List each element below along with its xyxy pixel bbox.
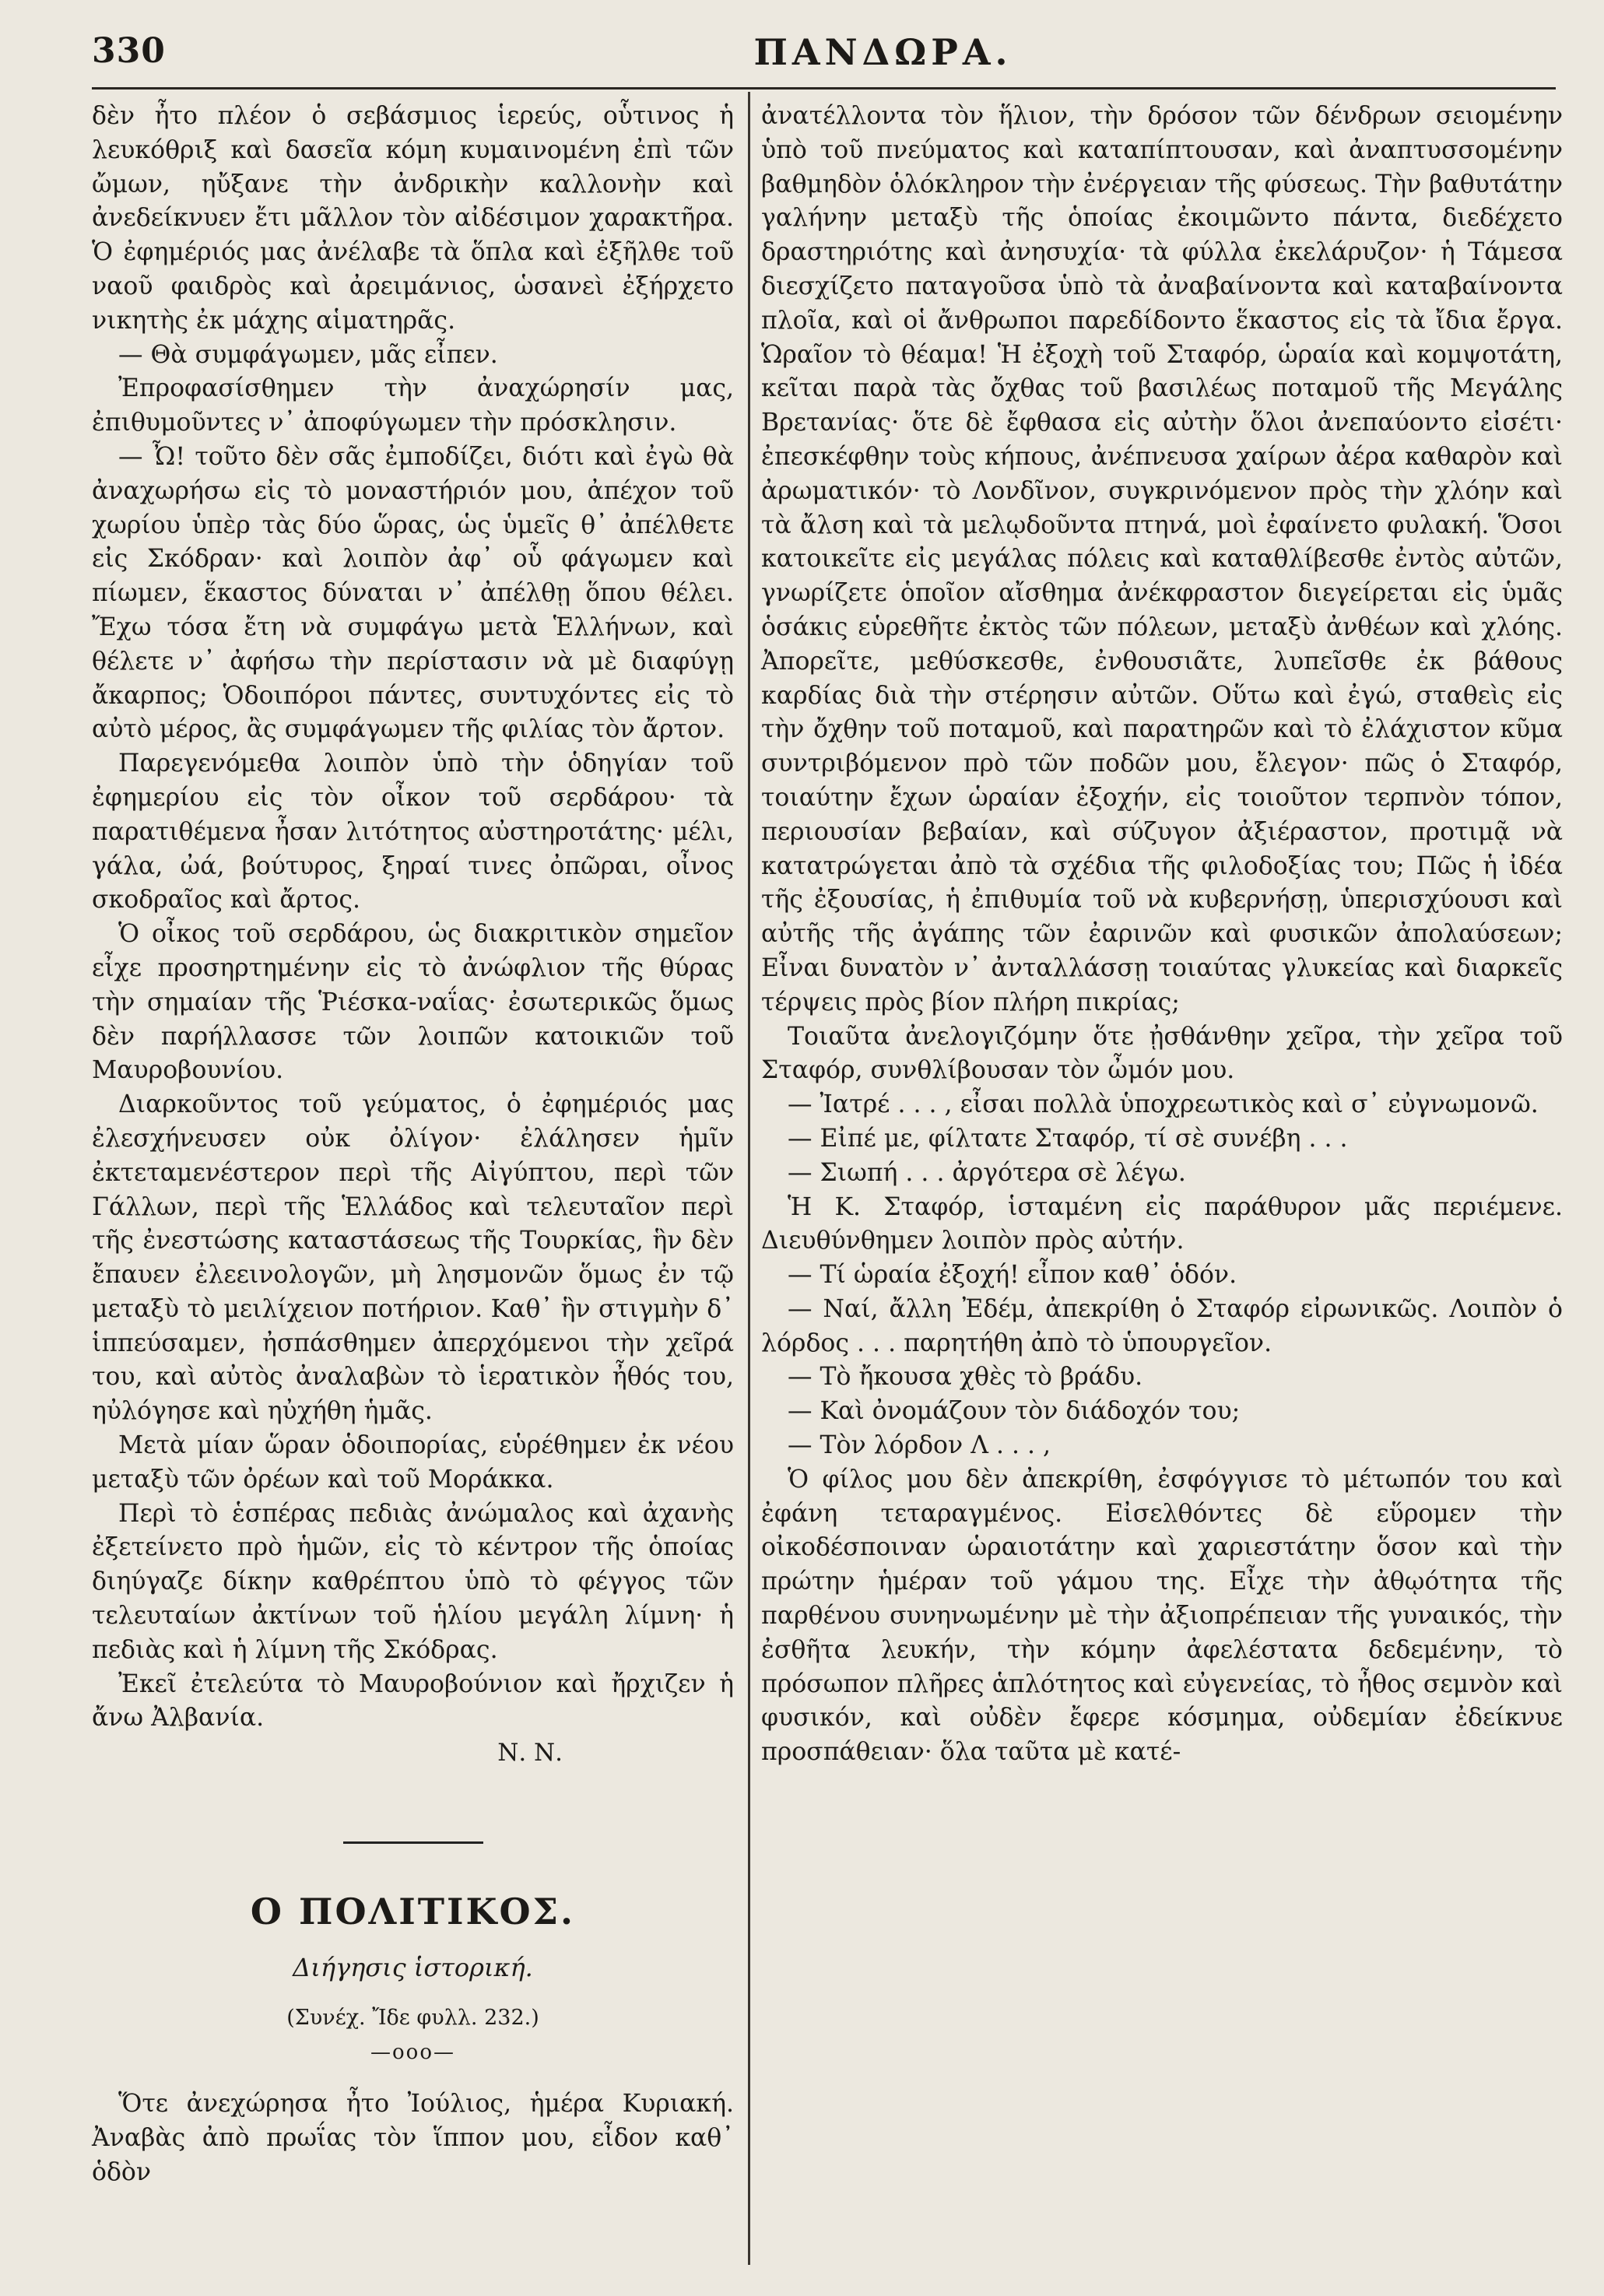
paragraph: — Σιωπή . . . ἀργότερα σὲ λέγω. (788, 1158, 1186, 1187)
paragraph: δὲν ἦτο πλέον ὁ σεβάσμιος ἱερεύς, οὗτινος ἡ λευκόθριξ καὶ δασεῖα κόμη κυμαινομένη ἐπὶ τῶν ὤμων, ηὔξανε τὴν ἀνδρικὴν καλλονὴν καὶ ἀνεδείκνυεν ἔτι μᾶλλον τὸν αἰδέσιμον χαρακτῆρα. Ὁ ἐφημέριός μας ἀνέλαβε τὰ ὅπλα καὶ ἐξῆλθε τοῦ ναοῦ φαιδρὸς καὶ ἀρειμάνιος, ὡσανεὶ ἐξήρχετο νικητὴς ἐκ μάχης αἱματηρᾶς. (92, 102, 734, 335)
paragraph: Ὅτε ἀνεχώρησα ἦτο Ἰούλιος, ἡμέρα Κυριακή. Ἀναβὰς ἀπὸ πρωΐας τὸν ἵππον μου, εἶδον καθ᾽ ὁδὸν (92, 2090, 734, 2186)
paragraph: — Καὶ ὀνομάζουν τὸν διάδοχόν του; (788, 1397, 1241, 1426)
paragraph: — Εἰπέ με, φίλτατε Σταφόρ, τί σὲ συνέβη . . . (788, 1124, 1348, 1153)
running-header (92, 31, 1550, 86)
paragraph: Ὁ φίλος μου δὲν ἀπεκρίθη, ἐσφόγγισε τὸ μέτωπόν του καὶ ἐφάνη τεταραγμένος. Εἰσελθόντες δὲ εὕρομεν τὴν οἰκοδέσποιναν ὡραιοτάτην καὶ χαριεστάτην ὅσον καὶ τὴν πρώτην ἡμέραν τοῦ γάμου της. Εἶχε τὴν ἀθῳότητα τῆς παρθένου συνηνωμένην μὲ τὴν ἀξιοπρέπειαν τῆς γυναικός, τὴν ἐσθῆτα λευκήν, τὴν κόμην ἀφελέστατα δεδεμένην, τὸ πρόσωπον πλῆρες ἁπλότητος καὶ εὐγενείας, τὸ ἦθος σεμνὸν καὶ φυσικόν, καὶ οὐδὲν ἔφερε κόσμημα, οὐδεμίαν ἐδείκνυε προσπάθειαν· ὅλα ταῦτα μὲ κατέ- (761, 1465, 1563, 1767)
page-number: 330 (92, 31, 166, 71)
paragraph: Ἐκεῖ ἐτελεύτα τὸ Μαυροβούνιον καὶ ἤρχιζεν ἡ ἄνω Ἀλβανία. (92, 1669, 734, 1733)
paragraph: — Τὸ ἤκουσα χθὲς τὸ βράδυ. (788, 1363, 1143, 1392)
paragraph: Μετὰ μίαν ὥραν ὁδοιπορίας, εὑρέθημεν ἐκ νέου μεταξὺ τῶν ὀρέων καὶ τοῦ Μοράκκα. (92, 1431, 734, 1494)
right-column (761, 100, 1563, 1770)
paragraph: Ἐπροφασίσθημεν τὴν ἀναχώρησίν μας, ἐπιθυμοῦντες ν᾽ ἀποφύγωμεν τὴν πρόσκλησιν. (92, 374, 734, 437)
continuation-note: (Συνέχ. Ἴδε φυλλ. 232.) (286, 2006, 539, 2031)
paragraph: Τοιαῦτα ἀνελογιζόμην ὅτε ᾐσθάνθην χεῖρα, τὴν χεῖρα τοῦ Σταφόρ, συνθλίβουσαν τὸν ὦμόν μου. (761, 1022, 1563, 1085)
paragraph: Περὶ τὸ ἑσπέρας πεδιὰς ἀνώμαλος καὶ ἀχανὴς ἐξετείνετο πρὸ ἡμῶν, εἰς τὸ κέντρον τῆς ὁποίας διηύγαζε δίκην καθρέπτου ὑπὸ τὸ φέγγος τῶν τελευταίων ἀκτίνων τοῦ ἡλίου μεγάλη λίμνη· ἡ πεδιὰς καὶ ἡ λίμνη τῆς Σκόδρας. (92, 1499, 734, 1664)
paragraph: Διαρκοῦντος τοῦ γεύματος, ὁ ἐφημέριός μας ἐλεσχήνευσεν οὐκ ὀλίγον· ἐλάλησεν ἡμῖν ἐκτεταμενέστερον περὶ τῆς Αἰγύπτου, περὶ τῶν Γάλλων, περὶ τῆς Ἑλλάδος καὶ τελευταῖον περὶ τῆς ἐνεστώσης καταστάσεως τῆς Τουρκίας, ἣν δὲν ἔπαυεν ἐλεεινολογῶν, μὴ λησμονῶν ὅμως ἐν τῷ μεταξὺ τὸ μειλίχειον ποτήριον. Καθ᾽ ἣν στιγμὴν δ᾽ ἱππεύσαμεν, ἠσπάσθημεν ἀπερχόμενοι τὴν χεῖρά του, καὶ αὐτὸς ἀναλαβὼν τὸ ἱερατικὸν ἦθός του, ηὐλόγησε καὶ ηὐχήθη ἡμᾶς. (92, 1090, 734, 1426)
column-divider (748, 92, 750, 2265)
paragraph: ἀνατέλλοντα τὸν ἥλιον, τὴν δρόσον τῶν δένδρων σειομένην ὑπὸ τοῦ πνεύματος καὶ καταπίπτουσαν, καὶ ἀναπτυσσομένην βαθμηδὸν ὁλόκληρον τὴν ἐνέργειαν τῆς φύσεως. Τὴν βαθυτάτην γαλήνην μεταξὺ τῆς ὁποίας ἐκοιμῶντο πάντα, διεδέχετο δραστηριότης καὶ ἀνησυχία· τὰ φύλλα ἐκελάρυζον· ἡ Τάμεσα διεσχίζετο παταγοῦσα ὑπὸ τὰ ἀναβαίνοντα καὶ καταβαίνοντα πλοῖα, καὶ οἱ ἄνθρωποι παρεδίδοντο ἕκαστος εἰς τὰ ἴδια ἔργα. Ὡραῖον τὸ θέαμα! Ἡ ἐξοχὴ τοῦ Σταφόρ, ὡραία καὶ κομψοτάτη, κεῖται παρὰ τὰς ὄχθας τοῦ βασιλέως ποταμοῦ τῆς Μεγάλης Βρετανίας· ὅτε δὲ ἔφθασα εἰς αὐτὴν ὅλοι ἀνεπαύοντο εἰσέτι· ἐπεσκέφθην τοὺς κήπους, ἀνέπνευσα χαίρων ἀέρα καθαρὸν καὶ ἀρωματικόν· τὸ Λονδῖνον, συγκρινόμενον πρὸς τὴν χλόην καὶ τὰ ἄλση καὶ τὰ μελῳδοῦντα πτηνά, μοὶ ἐφαίνετο φυλακή. Ὅσοι κατοικεῖτε εἰς μεγάλας πόλεις καὶ καταθλίβεσθε ἐντὸς αὐτῶν, γνωρίζετε ὁποῖον αἴσθημα ἀνέκφραστον διεγείρεται εἰς ὑμᾶς ὁσάκις εὑρεθῆτε ἐκτὸς τῶν πόλεων, μεταξὺ ἀνθέων καὶ χλόης. Ἀπορεῖτε, μεθύσκεσθε, ἐνθουσιᾶτε, λυπεῖσθε ἐκ βάθους καρδίας διὰ τὴν στέρησιν αὐτῶν. Οὕτω καὶ ἐγώ, σταθεὶς εἰς τὴν ὄχθην τοῦ ποταμοῦ, καὶ παρατηρῶν καὶ τὸ ἐλάχιστον κῦμα συντριβόμενον πρὸ τῶν ποδῶν μου, ἔλεγον· πῶς ὁ Σταφόρ, τοιαύτην ἔχων ὡραίαν ἐξοχήν, εἰς τοιοῦτον τερπνὸν τόπον, περιουσίαν βεβαίαν, καὶ σύζυγον ἀξιέραστον, προτιμᾷ νὰ κατατρώγεται ἀπὸ τὰ σχέδια τῆς φιλοδοξίας του; Πῶς ἡ ἰδέα τῆς ἐξουσίας, ἡ ἐπιθυμία τοῦ νὰ κυβερνήσῃ, ὑπερισχύουσι καὶ αὐτῆς τῆς ἀγάπης τῶν ἐαρινῶν καὶ φυσικῶν ἀπολαύσεων; Εἶναι δυνατὸν ν᾽ ἀνταλλάσσῃ τοιαύτας γλυκείας καὶ διαρκεῖς τέρψεις πρὸς βίον πλήρη πικρίας; (761, 102, 1563, 1016)
paragraph: — Τὸν λόρδον Λ . . . , (788, 1431, 1051, 1460)
paragraph: Ἡ Κ. Σταφόρ, ἱσταμένη εἰς παράθυρον μᾶς περιέμενε. Διευθύνθημεν λοιπὸν πρὸς αὐτήν. (761, 1192, 1563, 1255)
paragraph: — Ναί, ἄλλη Ἐδέμ, ἀπεκρίθη ὁ Σταφόρ εἰρωνικῶς. Λοιπὸν ὁ λόρδος . . . παρητήθη ἀπὸ τὸ ὑπουργεῖον. (761, 1294, 1563, 1357)
paragraph: — Θὰ συμφάγωμεν, μᾶς εἶπεν. (118, 340, 498, 369)
header-rule (92, 87, 1556, 90)
paragraph: — Τί ὡραία ἐξοχή! εἶπον καθ᾽ ὁδόν. (788, 1261, 1237, 1290)
paragraph: Παρεγενόμεθα λοιπὸν ὑπὸ τὴν ὁδηγίαν τοῦ ἐφημερίου εἰς τὸν οἶκον τοῦ σερδάρου· τὰ παρατιθέμενα ἦσαν λιτότητος αὐστηροτάτης· μέλι, γάλα, ὠά, βούτυρος, ξηραί τινες ὀπῶραι, οἶνος σκοδραῖος καὶ ἄρτος. (92, 750, 734, 915)
paragraph: Ὁ οἶκος τοῦ σερδάρου, ὡς διακριτικὸν σημεῖον εἶχε προσηρτημένην εἰς τὸ ἀνώφλιον τῆς θύρας τὴν σημαίαν τῆς Ῥιέσκα-ναΐας· ἐσωτερικῶς ὅμως δὲν παρήλλασσε τῶν λοιπῶν κατοικιῶν τοῦ Μαυροβουνίου. (92, 920, 734, 1085)
running-title: ΠΑΝΔΩΡΑ. (753, 31, 1013, 73)
left-column (92, 100, 734, 2190)
section-title: Ο ΠΟΛΙΤΙΚΟΣ. (250, 1891, 576, 1933)
section-separator (343, 1841, 483, 1844)
paragraph: — Ἰατρέ . . . , εἶσαι πολλὰ ὑποχρεωτικὸς καὶ σ᾽ εὐγνωμονῶ. (788, 1090, 1539, 1119)
ornament: —ooo— (370, 2041, 455, 2065)
paragraph: — Ὦ! τοῦτο δὲν σᾶς ἐμποδίζει, διότι καὶ ἐγὼ θὰ ἀναχωρήσω εἰς τὸ μοναστήριόν μου, ἀπέχον τοῦ χωρίου ὑπὲρ τὰς δύο ὥρας, ὡς ὑμεῖς θ᾽ ἀπέλθετε εἰς Σκόδραν· καὶ λοιπὸν ἀφ᾽ οὗ φάγωμεν καὶ πίωμεν, ἕκαστος δύναται ν᾽ ἀπέλθῃ ὅπου θέλει. Ἔχω τόσα ἔτη νὰ συμφάγω μετὰ Ἑλλήνων, καὶ θέλετε ν᾽ ἀφήσω τὴν περίστασιν νὰ μὲ διαφύγῃ ἄκαρπος; Ὁδοιπόροι πάντες, συντυχόντες εἰς τὸ αὐτὸ μέρος, ἂς συμφάγωμεν τῆς φιλίας τὸν ἄρτον. (92, 442, 734, 744)
section-subtitle: Διήγησις ἱστορική. (293, 1953, 533, 1983)
author-signature: Ν. Ν. (497, 1739, 563, 1768)
section-body (92, 2087, 734, 2189)
